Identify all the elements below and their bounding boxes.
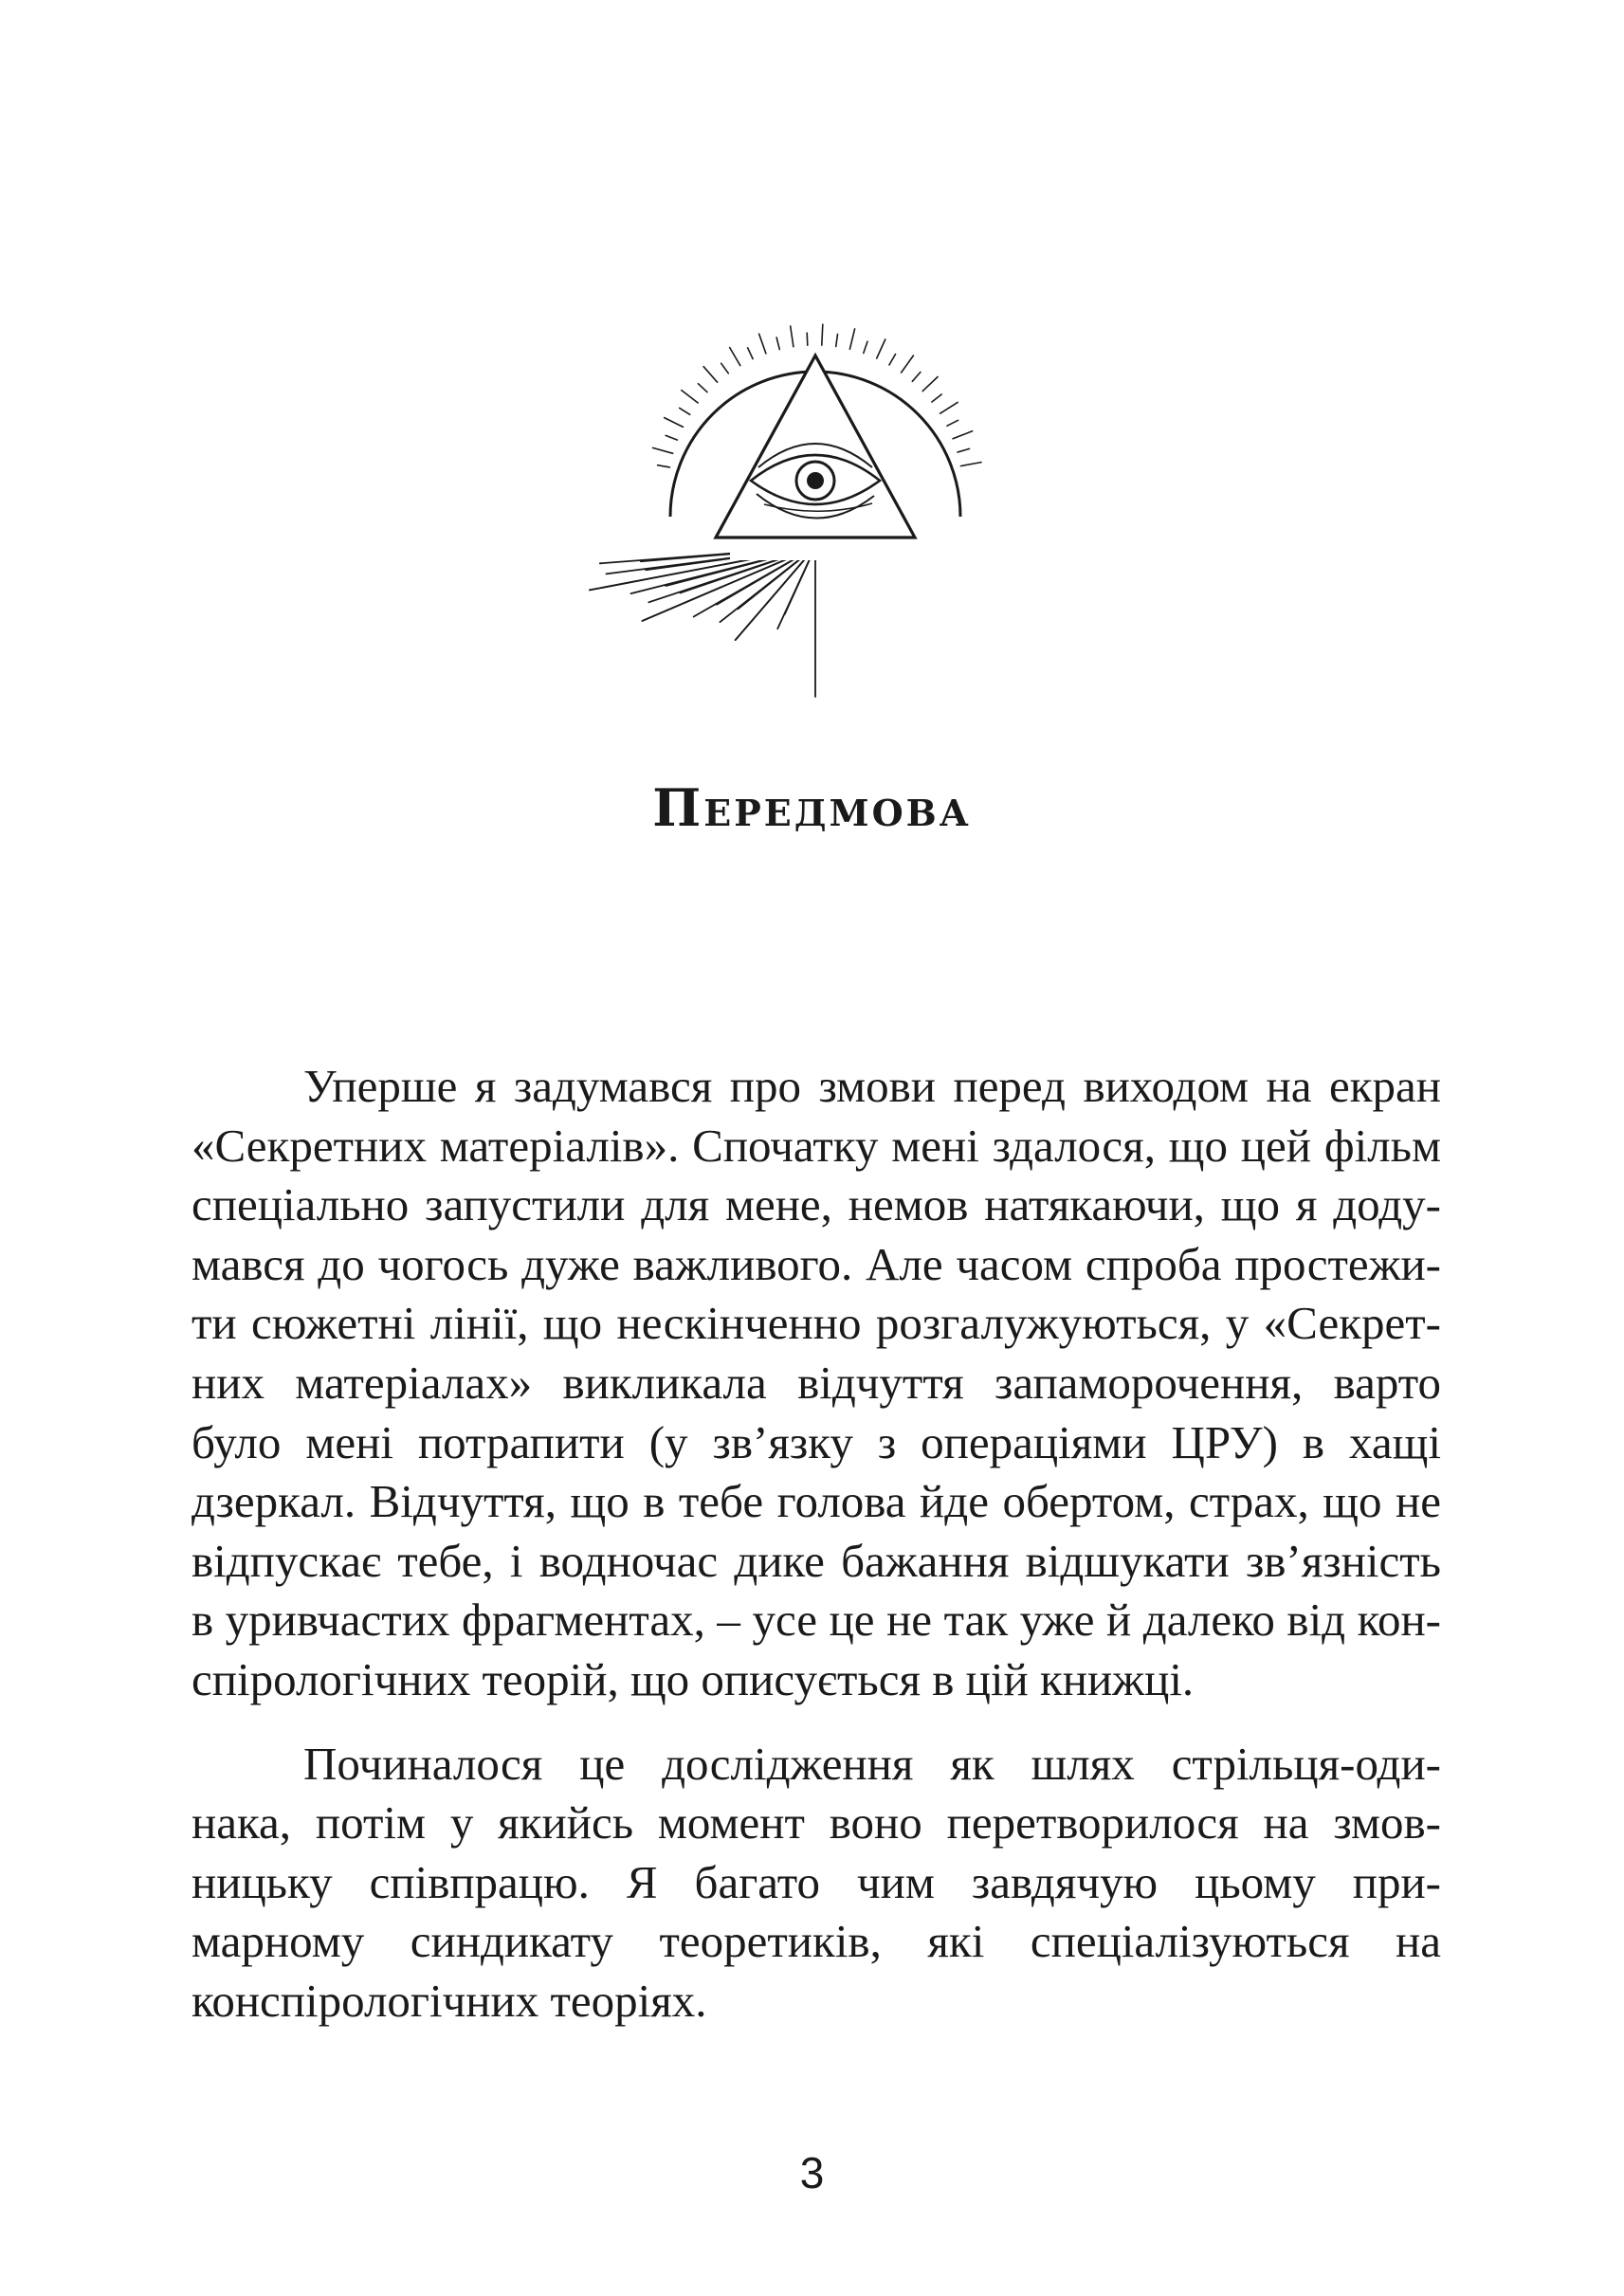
sun-ray bbox=[721, 363, 729, 374]
sun-ray bbox=[759, 334, 766, 354]
sun-ray bbox=[849, 329, 854, 349]
sun-ray bbox=[912, 373, 921, 382]
text-line: нака, потім у якийсь момент воно перетворилося на змов- bbox=[192, 1796, 1441, 1850]
text-line: конспірологічних теоріях. bbox=[192, 1974, 707, 2027]
sun-ray bbox=[958, 448, 970, 452]
sun-ray bbox=[953, 431, 973, 439]
text-line: дзеркал. Відчуття, що в тебе голова йде обертом, страх, що не bbox=[192, 1475, 1441, 1528]
body-text bbox=[192, 1057, 1441, 2032]
text-line: мався до чогось дуже важливого. Але часом спроба простежи- bbox=[192, 1237, 1441, 1290]
sun-ray bbox=[698, 384, 707, 392]
paragraph bbox=[192, 1057, 1441, 1710]
sun-ray bbox=[658, 465, 670, 467]
sun-ray bbox=[665, 418, 684, 428]
sun-ray bbox=[703, 367, 718, 383]
text-line: Уперше я задумався про змови перед виходом на екран bbox=[303, 1060, 1441, 1112]
sun-ray bbox=[791, 326, 794, 347]
sun-ray bbox=[748, 348, 754, 359]
sun-ray bbox=[947, 420, 958, 426]
sun-ray bbox=[730, 348, 740, 366]
text-line: них матеріалах» викликала відчуття запаморочення, варто bbox=[192, 1356, 1441, 1409]
sun-ray bbox=[680, 408, 690, 414]
text-line: марному синдикату теоретиків, які спеціалізуються на bbox=[192, 1915, 1441, 1968]
sun-ray bbox=[902, 355, 914, 373]
sun-ray bbox=[836, 335, 838, 347]
text-line: спірологічних теорій, що описується в цій книжці. bbox=[192, 1652, 1195, 1705]
text-line: ницьку співпрацю. Я багато чим завдячую цьому при- bbox=[192, 1855, 1441, 1908]
sun-ray bbox=[932, 394, 941, 402]
sun-ray bbox=[960, 463, 981, 466]
text-line: спеціально запустили для мене, немов натякаючи, що я доду- bbox=[192, 1178, 1441, 1231]
sun-ray bbox=[666, 435, 677, 440]
sun-ray bbox=[864, 341, 867, 353]
page-title: Передмова bbox=[652, 777, 972, 838]
sun-ray bbox=[807, 333, 808, 345]
sun-ray bbox=[922, 377, 938, 392]
text-line: було мені потрапити (у зв’язку з операціями ЦРУ) в хащі bbox=[192, 1415, 1441, 1468]
sun-ray bbox=[889, 355, 896, 365]
paragraph bbox=[192, 1735, 1441, 2032]
sun-ray bbox=[877, 339, 885, 358]
eye-in-triangle-icon bbox=[588, 318, 1043, 706]
text-line: відпускає тебе, і водночас дике бажання відшукати зв’язність bbox=[192, 1534, 1441, 1587]
sun-ray bbox=[653, 447, 673, 453]
text-line: ти сюжетні лінії, що нескінченно розгалужуються, у «Секрет- bbox=[192, 1297, 1441, 1350]
text-line: «Секретних матеріалів». Спочатку мені здалося, що цей фільм bbox=[192, 1119, 1441, 1172]
sun-ray bbox=[940, 402, 958, 413]
sun-ray bbox=[776, 337, 779, 350]
page-number: 3 bbox=[799, 2148, 825, 2197]
text-line: в уривчастих фрагментах, – усе це не так уже й далеко від кон- bbox=[192, 1594, 1441, 1647]
sun-ray bbox=[682, 391, 698, 403]
text-line: Починалося це дослідження як шлях стрільця-оди- bbox=[303, 1737, 1441, 1790]
sun-ray bbox=[822, 324, 823, 345]
